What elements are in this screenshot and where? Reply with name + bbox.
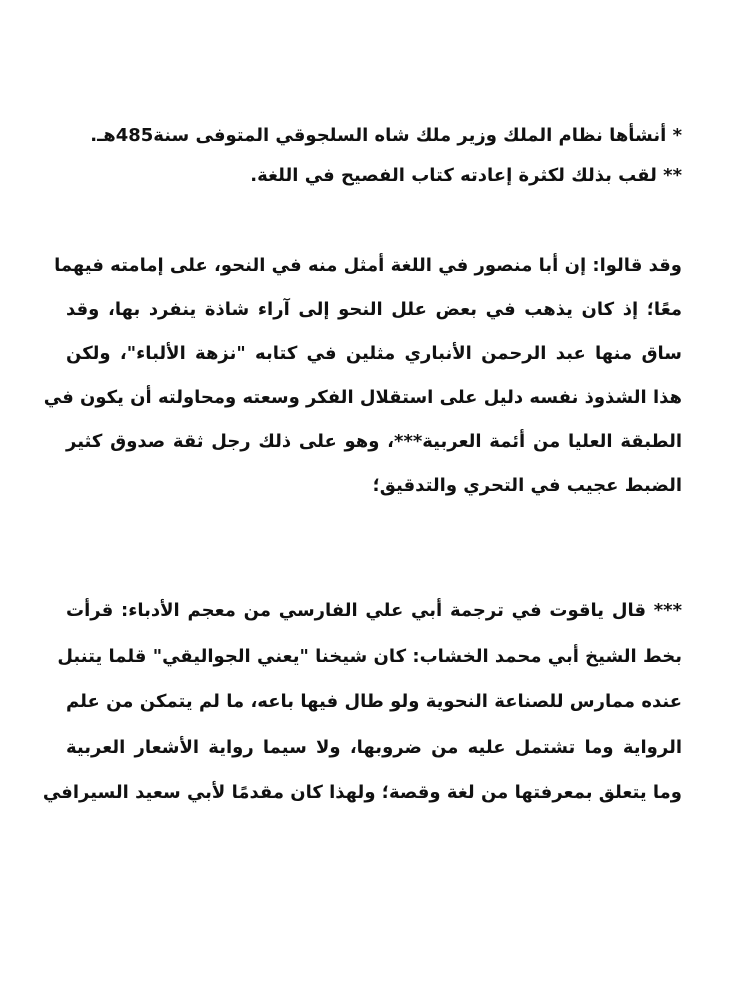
footnote-paragraph bbox=[42, 588, 682, 816]
paragraph-line: الطبقة العليا من أئمة العربية***، وهو على ذلك رجل ثقة صدوق كثير bbox=[66, 431, 682, 452]
translator-notes bbox=[66, 116, 682, 196]
paragraph-line: الضبط عجيب في التحري والتدقيق؛ bbox=[372, 475, 682, 496]
footnote-line: عنده ممارس للصناعة النحوية ولو طال فيها باعه، ما لم يتمكن من علم bbox=[66, 691, 682, 712]
body-paragraph bbox=[43, 244, 682, 508]
footnote-line: الرواية وما تشتمل عليه من ضروبها، ولا سيما رواية الأشعار العربية bbox=[66, 736, 682, 758]
paragraph-line: معًا؛ إذ كان يذهب في بعض علل النحو إلى آراء شاذة ينفرد بها، وقد bbox=[66, 299, 682, 320]
footnote-line: بخط الشيخ أبي محمد الخشاب: كان شيخنا "يعني الجواليقي" قلما يتنبل bbox=[57, 645, 682, 667]
footnote-line: وما يتعلق بمعرفتها من لغة وقصة؛ ولهذا كان مقدمًا لأبي سعيد السيرافي bbox=[42, 782, 682, 803]
note-line: * أنشأها نظام الملك وزير ملك شاه السلجوقي المتوفى سنة485هـ. bbox=[90, 125, 682, 146]
paragraph-line: هذا الشذوذ نفسه دليل على استقلال الفكر وسعته ومحاولته أن يكون في bbox=[43, 387, 682, 408]
paragraph-line: ساق منها عبد الرحمن الأنباري مثلين في كتابه "نزهة الألباء"، ولكن bbox=[66, 343, 682, 364]
paragraph-line: وقد قالوا: إن أبا منصور في اللغة أمثل منه في النحو، على إمامته فيهما bbox=[54, 255, 682, 276]
note-line: ** لقب بذلك لكثرة إعادته كتاب الفصيح في اللغة. bbox=[250, 165, 682, 186]
footnote-line: *** قال ياقوت في ترجمة أبي علي الفارسي من معجم الأدباء: قرأت bbox=[66, 600, 682, 621]
